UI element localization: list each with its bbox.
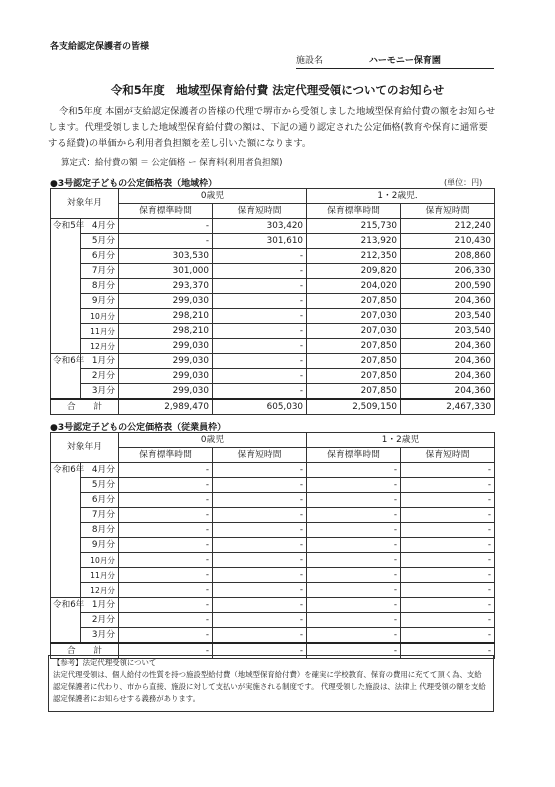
value-cell: - — [213, 493, 307, 508]
value-cell: - — [307, 583, 401, 598]
era-label: 令和6年 — [51, 463, 81, 598]
month-cell: 12月分 — [81, 583, 119, 598]
era-label: 令和5年 — [51, 219, 81, 354]
reference-note — [48, 655, 494, 712]
total-value-cell: - — [401, 643, 495, 659]
value-cell: - — [401, 568, 495, 583]
table-row — [51, 264, 495, 279]
value-cell: - — [401, 493, 495, 508]
price-table-regional — [50, 188, 495, 415]
table-row — [51, 294, 495, 309]
month-cell: 3月分 — [81, 384, 119, 400]
table-row — [51, 384, 495, 400]
value-cell: 301,000 — [119, 264, 213, 279]
value-cell: 207,030 — [307, 309, 401, 324]
total-label: 合 計 — [51, 399, 119, 415]
table-row — [51, 354, 495, 369]
month-cell: 6月分 — [81, 493, 119, 508]
header-group-age1-2: 1・2歳児． — [307, 189, 495, 204]
value-cell: - — [213, 478, 307, 493]
value-cell: - — [401, 628, 495, 644]
value-cell: - — [119, 493, 213, 508]
header-standard-hours: 保育標準時間 — [307, 448, 401, 463]
month-cell: 5月分 — [81, 478, 119, 493]
header-short-hours: 保育短時間 — [401, 204, 495, 219]
value-cell: - — [119, 568, 213, 583]
table-row — [51, 463, 495, 478]
value-cell: 298,210 — [119, 309, 213, 324]
table-row — [51, 568, 495, 583]
value-cell: - — [401, 523, 495, 538]
formula: 算定式：給付費の額 ＝ 公定価格 ー 保育料(利用者負担額) — [61, 158, 283, 168]
value-cell: - — [401, 553, 495, 568]
month-cell: 4月分 — [81, 219, 119, 234]
era-label: 令和6年 — [51, 354, 81, 400]
note-body: 法定代理受領は、個人給付の性質を持つ施設型給付費（地域型保育給付費）を確実に学校教育、保育の費用に充てて頂く為、支給認定保護者に代わり、市から直接、施設に対して支払いが実施される制度です。 代理受領した施設は、法律上 代理受領の額を支給認定保護者にお知らせする義務があります。 — [53, 670, 486, 703]
value-cell: - — [213, 324, 307, 339]
month-cell: 8月分 — [81, 523, 119, 538]
value-cell: 200,590 — [401, 279, 495, 294]
total-value-cell: 2,467,330 — [401, 399, 495, 415]
header-group-age0: 0歳児 — [119, 189, 307, 204]
value-cell: - — [119, 219, 213, 234]
table-row — [51, 613, 495, 628]
value-cell: 215,730 — [307, 219, 401, 234]
total-value-cell: - — [213, 643, 307, 659]
value-cell: 299,030 — [119, 369, 213, 384]
price-table-employee — [50, 432, 495, 659]
month-cell: 11月分 — [81, 324, 119, 339]
month-cell: 2月分 — [81, 613, 119, 628]
facility-name-field — [296, 53, 494, 69]
table-row — [51, 478, 495, 493]
month-cell: 6月分 — [81, 249, 119, 264]
table-row — [51, 324, 495, 339]
value-cell: 293,370 — [119, 279, 213, 294]
header-group-age0: 0歳児 — [119, 433, 307, 448]
value-cell: - — [307, 463, 401, 478]
month-cell: 1月分 — [81, 354, 119, 369]
value-cell: - — [213, 279, 307, 294]
header-standard-hours: 保育標準時間 — [119, 448, 213, 463]
month-cell: 7月分 — [81, 264, 119, 279]
header-standard-hours: 保育標準時間 — [119, 204, 213, 219]
value-cell: 204,360 — [401, 369, 495, 384]
value-cell: 203,540 — [401, 324, 495, 339]
month-cell: 9月分 — [81, 294, 119, 309]
month-cell: 9月分 — [81, 538, 119, 553]
value-cell: 206,330 — [401, 264, 495, 279]
month-cell: 12月分 — [81, 339, 119, 354]
header-short-hours: 保育短時間 — [213, 204, 307, 219]
value-cell: - — [213, 264, 307, 279]
value-cell: 207,850 — [307, 294, 401, 309]
table-row — [51, 309, 495, 324]
value-cell: - — [213, 369, 307, 384]
value-cell: - — [213, 508, 307, 523]
table2-section-title: ●3号認定子どもの公定価格表（従業員枠） — [50, 423, 227, 433]
value-cell: - — [307, 553, 401, 568]
value-cell: - — [119, 478, 213, 493]
month-cell: 4月分 — [81, 463, 119, 478]
month-cell: 8月分 — [81, 279, 119, 294]
value-cell: - — [213, 523, 307, 538]
value-cell: - — [307, 598, 401, 613]
table-row — [51, 249, 495, 264]
total-value-cell: 605,030 — [213, 399, 307, 415]
value-cell: - — [119, 463, 213, 478]
value-cell: - — [213, 568, 307, 583]
value-cell: - — [119, 613, 213, 628]
table-row — [51, 339, 495, 354]
value-cell: - — [119, 508, 213, 523]
value-cell: 207,850 — [307, 369, 401, 384]
value-cell: 303,420 — [213, 219, 307, 234]
table-row — [51, 219, 495, 234]
table-row — [51, 523, 495, 538]
value-cell: - — [213, 538, 307, 553]
value-cell: - — [307, 628, 401, 644]
table-row — [51, 583, 495, 598]
value-cell: 208,860 — [401, 249, 495, 264]
value-cell: - — [119, 598, 213, 613]
value-cell: 203,540 — [401, 309, 495, 324]
era-label: 令和6年 — [51, 598, 81, 644]
value-cell: - — [401, 583, 495, 598]
table-row — [51, 508, 495, 523]
month-cell: 5月分 — [81, 234, 119, 249]
value-cell: - — [119, 234, 213, 249]
value-cell: - — [401, 463, 495, 478]
value-cell: - — [401, 508, 495, 523]
value-cell: 204,360 — [401, 354, 495, 369]
month-cell: 2月分 — [81, 369, 119, 384]
value-cell: - — [213, 628, 307, 644]
header-short-hours: 保育短時間 — [401, 448, 495, 463]
value-cell: - — [401, 538, 495, 553]
total-value-cell: - — [119, 643, 213, 659]
value-cell: - — [213, 309, 307, 324]
total-label: 合 計 — [51, 643, 119, 659]
table-row — [51, 369, 495, 384]
table-row — [51, 628, 495, 644]
month-cell: 11月分 — [81, 568, 119, 583]
month-cell: 1月分 — [81, 598, 119, 613]
value-cell: - — [119, 538, 213, 553]
header-period: 対象年月 — [51, 189, 119, 219]
value-cell: 204,020 — [307, 279, 401, 294]
value-cell: - — [119, 583, 213, 598]
table-row — [51, 538, 495, 553]
value-cell: - — [307, 523, 401, 538]
value-cell: - — [307, 493, 401, 508]
value-cell: 212,240 — [401, 219, 495, 234]
value-cell: - — [307, 568, 401, 583]
value-cell: 299,030 — [119, 294, 213, 309]
value-cell: 207,850 — [307, 384, 401, 400]
table-row — [51, 234, 495, 249]
value-cell: - — [401, 613, 495, 628]
header-period: 対象年月 — [51, 433, 119, 463]
value-cell: 207,030 — [307, 324, 401, 339]
value-cell: - — [401, 598, 495, 613]
value-cell: - — [213, 583, 307, 598]
value-cell: - — [213, 354, 307, 369]
table-row — [51, 553, 495, 568]
intro-paragraph: 令和5年度 本園が支給認定保護者の皆様の代理で堺市から受領しました地域型保育給付費の額をお知らせします。代理受領しました地域型保育給付費の額は、下記の通り認定された公定価格(教育や保育に通常要する経費)の単価から利用者負担額を差し引いた額になります。 — [48, 106, 496, 149]
value-cell: - — [213, 598, 307, 613]
value-cell: 210,430 — [401, 234, 495, 249]
month-cell: 3月分 — [81, 628, 119, 644]
table-row — [51, 598, 495, 613]
facility-label: 施設名 — [296, 56, 324, 66]
value-cell: - — [119, 523, 213, 538]
total-value-cell: 2,989,470 — [119, 399, 213, 415]
value-cell: - — [307, 508, 401, 523]
month-cell: 7月分 — [81, 508, 119, 523]
header-group-age1-2: 1・2歳児 — [307, 433, 495, 448]
value-cell: - — [213, 553, 307, 568]
total-value-cell: 2,509,150 — [307, 399, 401, 415]
value-cell: 213,920 — [307, 234, 401, 249]
value-cell: - — [213, 339, 307, 354]
month-cell: 10月分 — [81, 553, 119, 568]
value-cell: 299,030 — [119, 384, 213, 400]
value-cell: 303,530 — [119, 249, 213, 264]
value-cell: 299,030 — [119, 354, 213, 369]
value-cell: 298,210 — [119, 324, 213, 339]
value-cell: - — [307, 478, 401, 493]
value-cell: 204,360 — [401, 339, 495, 354]
table-row — [51, 493, 495, 508]
value-cell: 299,030 — [119, 339, 213, 354]
value-cell: - — [213, 384, 307, 400]
table-row — [51, 279, 495, 294]
table1-section-title: ●3号認定子どもの公定価格表（地域枠） — [50, 179, 218, 189]
value-cell: - — [213, 249, 307, 264]
document-title: 令和5年度 地域型保育給付費 法定代理受領についてのお知らせ — [110, 83, 445, 97]
header-short-hours: 保育短時間 — [213, 448, 307, 463]
value-cell: 204,360 — [401, 384, 495, 400]
unit-label: (単位：円) — [444, 178, 483, 187]
value-cell: - — [307, 538, 401, 553]
value-cell: - — [401, 478, 495, 493]
value-cell: 207,850 — [307, 339, 401, 354]
value-cell: - — [307, 613, 401, 628]
total-row — [51, 399, 495, 415]
addressee: 各支給認定保護者の皆様 — [50, 42, 150, 52]
header-standard-hours: 保育標準時間 — [307, 204, 401, 219]
value-cell: 209,820 — [307, 264, 401, 279]
value-cell: 207,850 — [307, 354, 401, 369]
facility-name: ハーモニー保育園 — [368, 56, 441, 66]
value-cell: - — [213, 463, 307, 478]
value-cell: 301,610 — [213, 234, 307, 249]
value-cell: - — [119, 628, 213, 644]
value-cell: - — [119, 553, 213, 568]
month-cell: 10月分 — [81, 309, 119, 324]
value-cell: 212,350 — [307, 249, 401, 264]
note-title: 【参考】法定代理受領について — [53, 658, 157, 667]
value-cell: 204,360 — [401, 294, 495, 309]
value-cell: - — [213, 294, 307, 309]
total-value-cell: - — [307, 643, 401, 659]
value-cell: - — [213, 613, 307, 628]
